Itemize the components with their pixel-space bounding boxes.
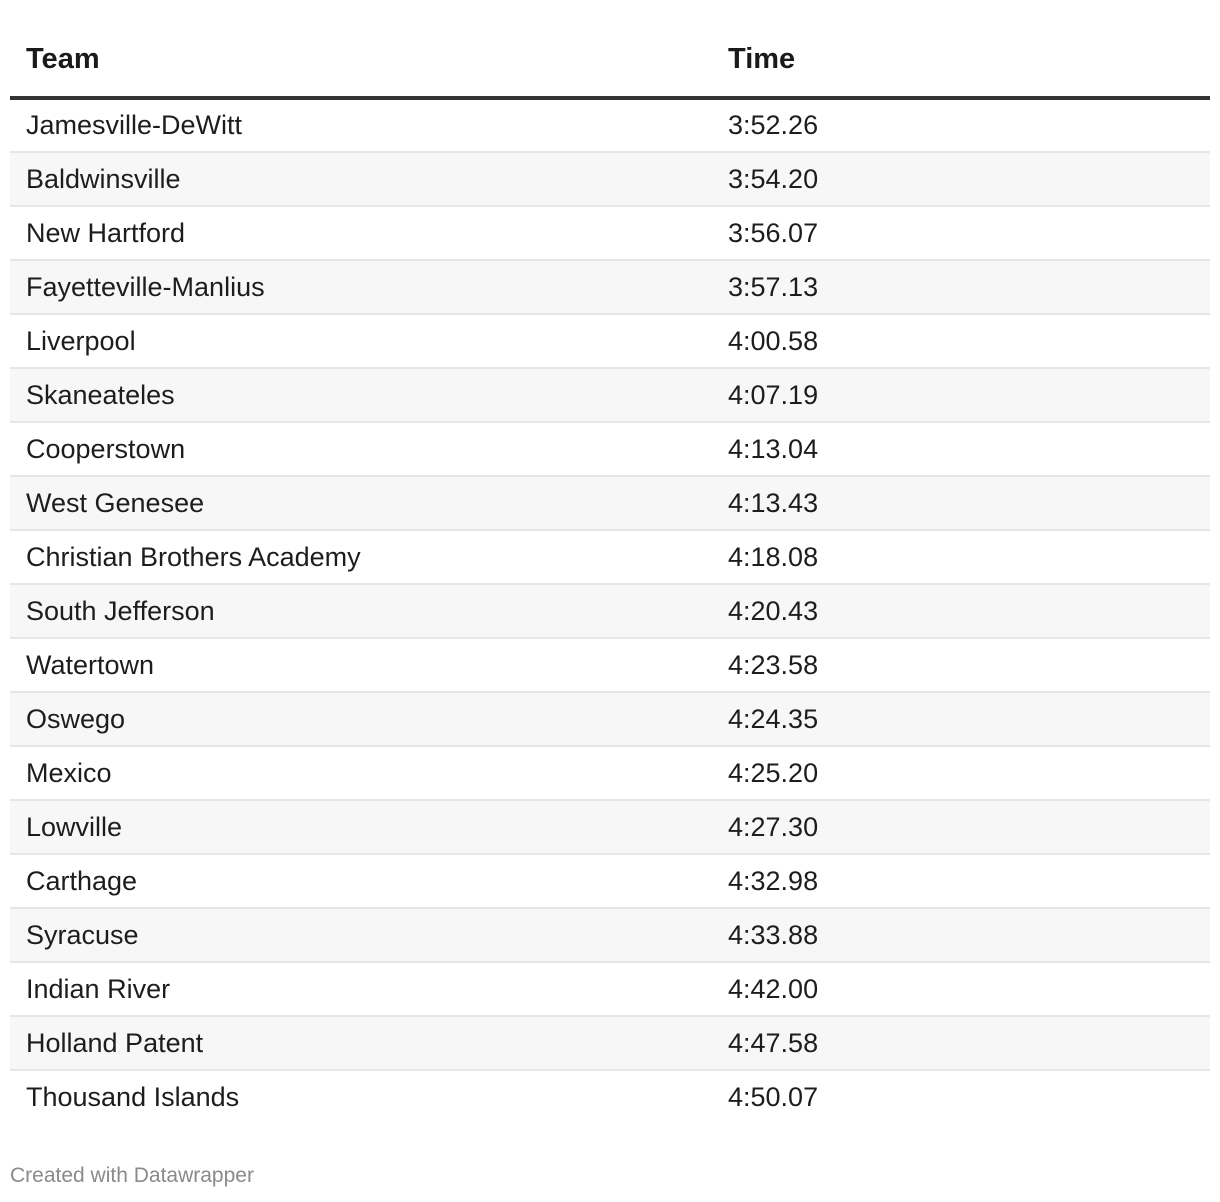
time-cell: 4:18.08	[712, 530, 1210, 584]
team-cell: Oswego	[10, 692, 712, 746]
team-cell: Syracuse	[10, 908, 712, 962]
team-cell: Indian River	[10, 962, 712, 1016]
table-body	[10, 98, 1210, 1124]
table-header-row	[10, 28, 1210, 98]
team-cell: Watertown	[10, 638, 712, 692]
team-cell: West Genesee	[10, 476, 712, 530]
time-cell: 4:50.07	[728, 1082, 819, 1112]
team-cell: Mexico	[10, 746, 712, 800]
table-row	[10, 476, 1210, 530]
team-cell: Lowville	[10, 800, 712, 854]
team-cell: Liverpool	[10, 314, 712, 368]
table-row	[10, 638, 1210, 692]
results-table	[10, 28, 1210, 1124]
team-cell: South Jefferson	[10, 584, 712, 638]
column-header-time[interactable]: Time	[712, 28, 1210, 98]
team-cell: New Hartford	[10, 206, 712, 260]
team-cell: Skaneateles	[10, 368, 712, 422]
time-cell: 4:00.58	[712, 314, 1210, 368]
team-cell: Carthage	[10, 854, 712, 908]
datawrapper-credit[interactable]: Created with Datawrapper	[10, 1164, 254, 1187]
time-cell: 4:13.43	[712, 476, 1210, 530]
table-row	[10, 98, 1210, 152]
results-table-container	[10, 28, 1210, 1124]
time-cell: 3:52.26	[712, 98, 1210, 152]
column-header-team[interactable]: Team	[10, 28, 712, 98]
table-row	[10, 800, 1210, 854]
time-cell: 3:54.20	[712, 152, 1210, 206]
team-cell: Baldwinsville	[10, 152, 712, 206]
team-cell: Christian Brothers Academy	[10, 530, 712, 584]
table-row	[10, 908, 1210, 962]
team-cell: Thousand Islands	[26, 1082, 240, 1112]
table-row	[10, 584, 1210, 638]
table-row	[10, 152, 1210, 206]
table-row	[10, 1070, 1210, 1124]
time-cell: 4:32.98	[712, 854, 1210, 908]
table-row	[10, 530, 1210, 584]
time-cell: 4:07.19	[712, 368, 1210, 422]
time-cell: 4:33.88	[712, 908, 1210, 962]
time-cell: 4:27.30	[712, 800, 1210, 854]
table-row	[10, 692, 1210, 746]
time-cell: 4:24.35	[712, 692, 1210, 746]
time-cell: 3:57.13	[712, 260, 1210, 314]
table-row	[10, 260, 1210, 314]
time-cell: 4:42.00	[712, 962, 1210, 1016]
table-row	[10, 1016, 1210, 1070]
time-cell: 4:47.58	[712, 1016, 1210, 1070]
table-row	[10, 422, 1210, 476]
team-cell: Cooperstown	[10, 422, 712, 476]
table-row	[10, 314, 1210, 368]
table-row	[10, 746, 1210, 800]
time-cell: 3:56.07	[712, 206, 1210, 260]
table-row	[10, 368, 1210, 422]
table-row	[10, 206, 1210, 260]
team-cell: Fayetteville-Manlius	[10, 260, 712, 314]
table-row	[10, 962, 1210, 1016]
time-cell: 4:20.43	[712, 584, 1210, 638]
time-cell: 4:25.20	[712, 746, 1210, 800]
team-cell: Jamesville-DeWitt	[10, 98, 712, 152]
time-cell: 4:13.04	[712, 422, 1210, 476]
time-cell: 4:23.58	[712, 638, 1210, 692]
table-row	[10, 854, 1210, 908]
team-cell: Holland Patent	[10, 1016, 712, 1070]
